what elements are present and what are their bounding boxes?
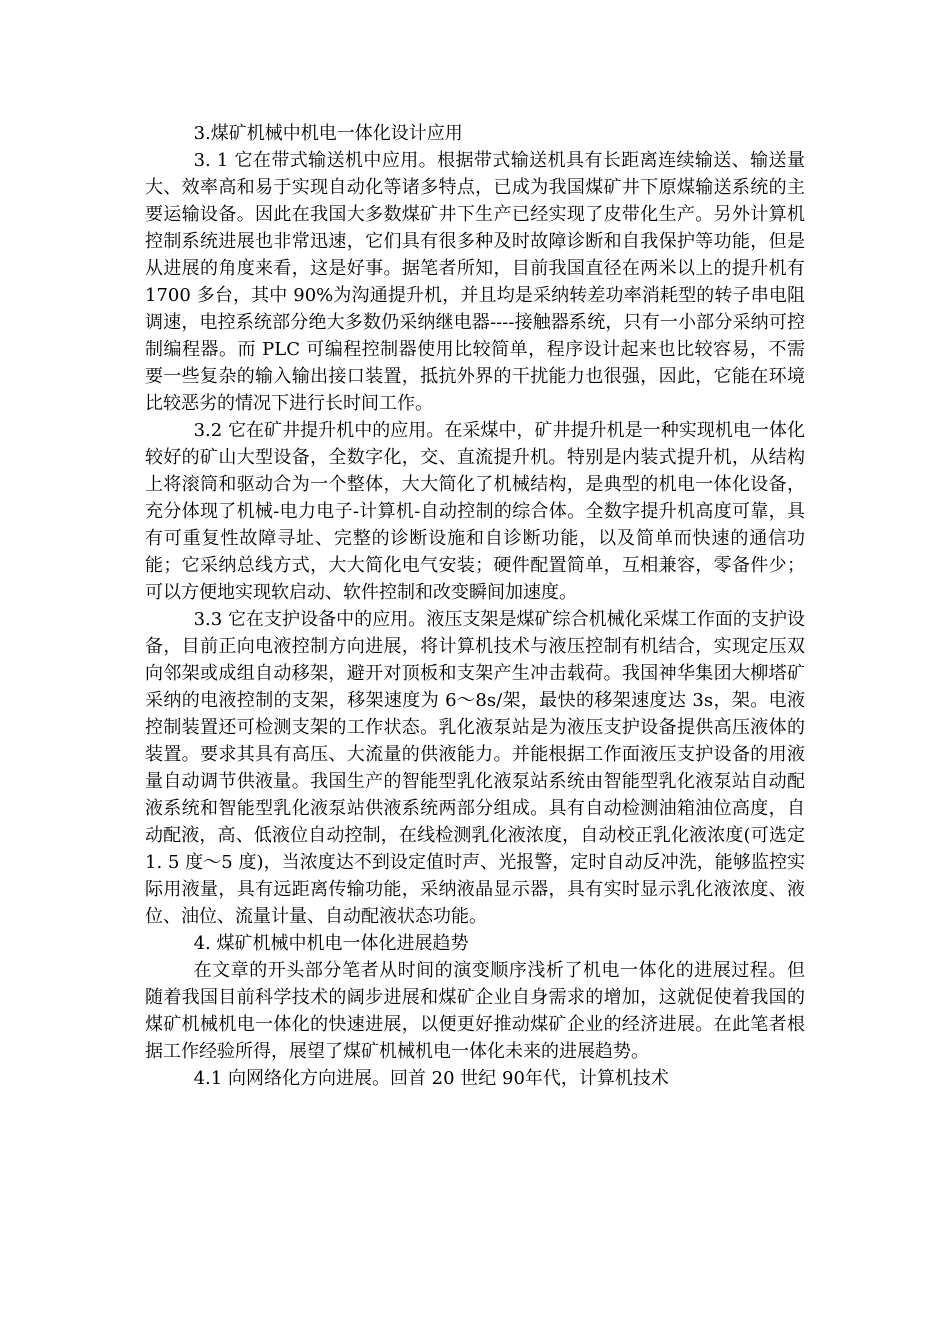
document-body bbox=[145, 120, 805, 1092]
paragraph-4: 在文章的开头部分笔者从时间的演变顺序浅析了机电一体化的进展过程。但随着我国目前科学技术的阔步进展和煤矿企业自身需求的增加，这就促使着我国的煤矿机械机电一体化的快速进展，以便更好推动煤矿企业的经济进展。在此笔者根据工作经验所得，展望了煤矿机械机电一体化未来的进展趋势。 bbox=[145, 960, 805, 1062]
paragraph-4-1: 4.1 向网络化方向进展。回首 20 世纪 90年代，计算机技术 bbox=[193, 1068, 669, 1089]
section-heading-3: 3.煤矿机械中机电一体化设计应用 bbox=[193, 123, 463, 144]
paragraph-3-1: 3. 1 它在带式输送机中应用。根据带式输送机具有长距离连续输送、输送量大、效率高和易于实现自动化等诸多特点，已成为我国煤矿井下原煤输送系统的主要运输设备。因此在我国大多数煤矿井下生产已经实现了皮带化生产。另外计算机控制系统进展也非常迅速，它们具有很多种及时故障诊断和自我保护等功能，但是从进展的角度来看，这是好事。据笔者所知，目前我国直径在两米以上的提升机有 1700 多台，其中 90%为沟通提升机，并且均是采纳转差功率消耗型的转子串电阻调速，电控系统部分绝大多数仍采纳继电器----接触器系统，只有一小部分采纳可控制编程器。而 PLC 可编程控制器使用比较简单，程序设计起来也比较容易，不需要一些复杂的输入输出接口装置，抵抗外界的干扰能力也很强，因此，它能在环境比较恶劣的情况下进行长时间工作。 bbox=[145, 150, 805, 414]
section-heading-4: 4. 煤矿机械中机电一体化进展趋势 bbox=[193, 933, 469, 954]
paragraph-3-3: 3.3 它在支护设备中的应用。液压支架是煤矿综合机械化采煤工作面的支护设备，目前正向电液控制方向进展，将计算机技术与液压控制有机结合，实现定压双向邻架或成组自动移架，避开对顶板和支架产生冲击载荷。我国神华集团大柳塔矿采纳的电液控制的支架，移架速度为 6～8s/架，最快的移架速度达 3s，架。电液控制装置还可检测支架的工作状态。乳化液泵站是为液压支护设备提供高压液体的装置。要求其具有高压、大流量的供液能力。并能根据工作面液压支护设备的用液量自动调节供液量。我国生产的智能型乳化液泵站系统由智能型乳化液泵站自动配液系统和智能型乳化液泵站供液系统两部分组成。具有自动检测油箱油位高度，自动配液，高、低液位自动控制，在线检测乳化液浓度，自动校正乳化液浓度(可选定 1. 5 度～5 度)，当浓度达不到设定值时声、光报警，定时自动反冲洗，能够监控实际用液量，具有远距离传输功能，采纳液晶显示器，具有实时显示乳化液浓度、液位、油位、流量计量、自动配液状态功能。 bbox=[145, 609, 805, 927]
paragraph-3-2: 3.2 它在矿井提升机中的应用。在采煤中，矿井提升机是一种实现机电一体化较好的矿山大型设备，全数字化，交、直流提升机。特别是内装式提升机，从结构上将滚筒和驱动合为一个整体，大大简化了机械结构，是典型的机电一体化设备，充分体现了机械-电力电子-计算机-自动控制的综合体。全数字提升机高度可靠，具有可重复性故障寻址、完整的诊断设施和自诊断功能，以及简单而快速的通信功能；它采纳总线方式，大大简化电气安装；硬件配置简单，互相兼容，零备件少；可以方便地实现软启动、软件控制和改变瞬间加速度。 bbox=[145, 420, 805, 603]
